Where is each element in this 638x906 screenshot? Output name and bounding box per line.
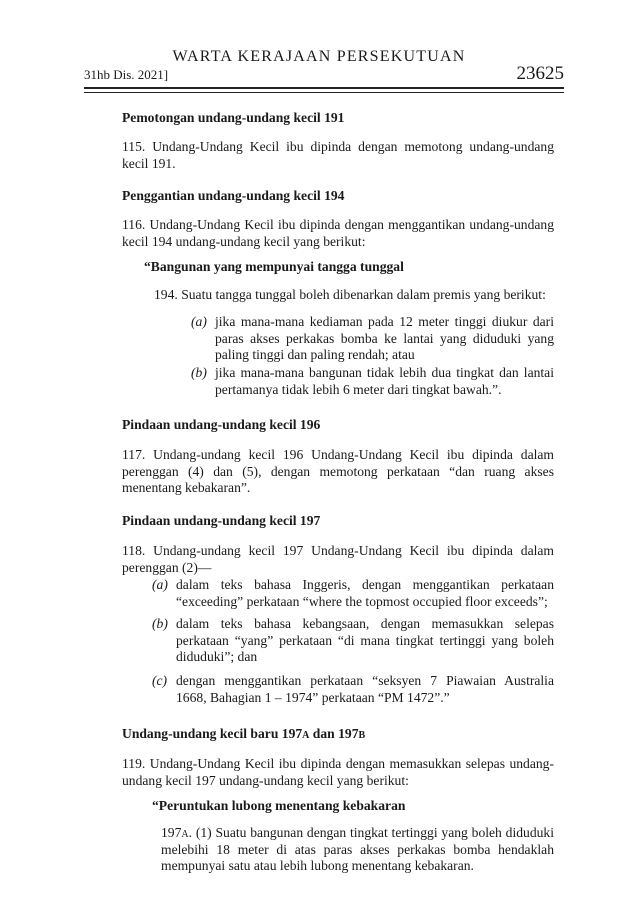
bylaw-194-item-b bbox=[191, 365, 554, 398]
gazette-title: WARTA KERAJAAN PERSEKUTUAN bbox=[172, 48, 466, 65]
rule-text: . (1) Suatu bangunan dengan tingkat tertinggi yang boleh diduduki melebihi 18 meter di atas paras akses perkakas bomba hendaklah mempunyai satu atau lebih lubong menentang kebakaran. bbox=[161, 825, 554, 874]
item-text: dengan menggantikan perkataan “seksyen 7 Piawaian Australia 1668, Bahagian 1 – 1974” perkataan “PM 1472”.” bbox=[176, 673, 554, 705]
bylaw-194-item-a bbox=[191, 314, 554, 364]
item-label: (b) bbox=[191, 365, 207, 380]
page-number: 23625 bbox=[516, 63, 564, 84]
section-heading-194: Penggantian undang-undang kecil 194 bbox=[122, 188, 345, 203]
section-heading-197a-197b bbox=[122, 726, 554, 743]
item-label: (a) bbox=[191, 314, 207, 329]
header-rule-thick bbox=[84, 87, 564, 89]
bylaw-197a-body bbox=[161, 825, 554, 875]
header-rule-thin bbox=[84, 92, 564, 93]
rule-number: 197 bbox=[161, 825, 182, 840]
amend-197-item-a bbox=[152, 577, 554, 610]
paragraph-117: 117. Undang-undang kecil 196 Undang-Undang Kecil ibu dipinda dalam perenggan (4) dan (5), dengan memotong perkataan “dan ruang akses menentang kebakaran”. bbox=[122, 447, 554, 496]
bylaw-197a-text bbox=[161, 825, 554, 875]
paragraph-115: 115. Undang-Undang Kecil ibu dipinda dengan memotong undang-undang kecil 191. bbox=[122, 139, 554, 171]
item-label: (b) bbox=[152, 616, 168, 631]
heading-suffix: a bbox=[302, 726, 310, 741]
heading-suffix: b bbox=[358, 726, 366, 741]
item-text: dalam teks bahasa kebangsaan, dengan memasukkan selepas perkataan “yang” perkataan “di mana tingkat tertinggi yang boleh diduduki”; dan bbox=[176, 616, 554, 665]
item-label: (c) bbox=[152, 673, 168, 688]
item-label: (a) bbox=[152, 577, 168, 592]
paragraph-118: 118. Undang-undang kecil 197 Undang-Undang Kecil ibu dipinda dalam perenggan (2)— bbox=[122, 543, 554, 575]
section-heading-196: Pindaan undang-undang kecil 196 bbox=[122, 417, 321, 432]
paragraph-116: 116. Undang-Undang Kecil ibu dipinda dengan menggantikan undang-undang kecil 194 undang-undang kecil yang berikut: bbox=[122, 217, 554, 249]
item-text: jika mana-mana kediaman pada 12 meter tinggi diukur dari paras akses perkakas bomba ke lantai yang diduduki yang paling tinggi dan paling rendah; atau bbox=[215, 314, 554, 363]
quoted-heading-194: “Bangunan yang mempunyai tangga tunggal bbox=[144, 259, 404, 274]
item-text: jika mana-mana bangunan tidak lebih dua tingkat dan lantai pertamanya tidak lebih 6 meter dari tingkat bawah.”. bbox=[215, 365, 554, 397]
heading-part: Undang-undang kecil baru 197 bbox=[122, 726, 303, 741]
issue-date: 31hb Dis. 2021] bbox=[84, 67, 169, 82]
item-text: dalam teks bahasa Inggeris, dengan menggantikan perkataan “exceeding” perkataan “where the topmost occupied floor exceeds”; bbox=[176, 577, 554, 609]
quoted-heading-197a: “Peruntukan lubong menentang kebakaran bbox=[152, 798, 406, 813]
heading-part: dan 197 bbox=[309, 726, 359, 741]
amend-197-item-b bbox=[152, 616, 554, 666]
rule-suffix: a bbox=[181, 825, 189, 840]
paragraph-119: 119. Undang-Undang Kecil ibu dipinda dengan memasukkan selepas undang-undang kecil 197 undang-undang kecil yang berikut: bbox=[122, 756, 554, 788]
amend-197-item-c bbox=[152, 673, 554, 706]
section-heading-191: Pemotongan undang-undang kecil 191 bbox=[122, 110, 345, 125]
bylaw-194-text: 194. Suatu tangga tunggal boleh dibenarkan dalam premis yang berikut: bbox=[154, 287, 546, 302]
section-heading-197: Pindaan undang-undang kecil 197 bbox=[122, 513, 321, 528]
